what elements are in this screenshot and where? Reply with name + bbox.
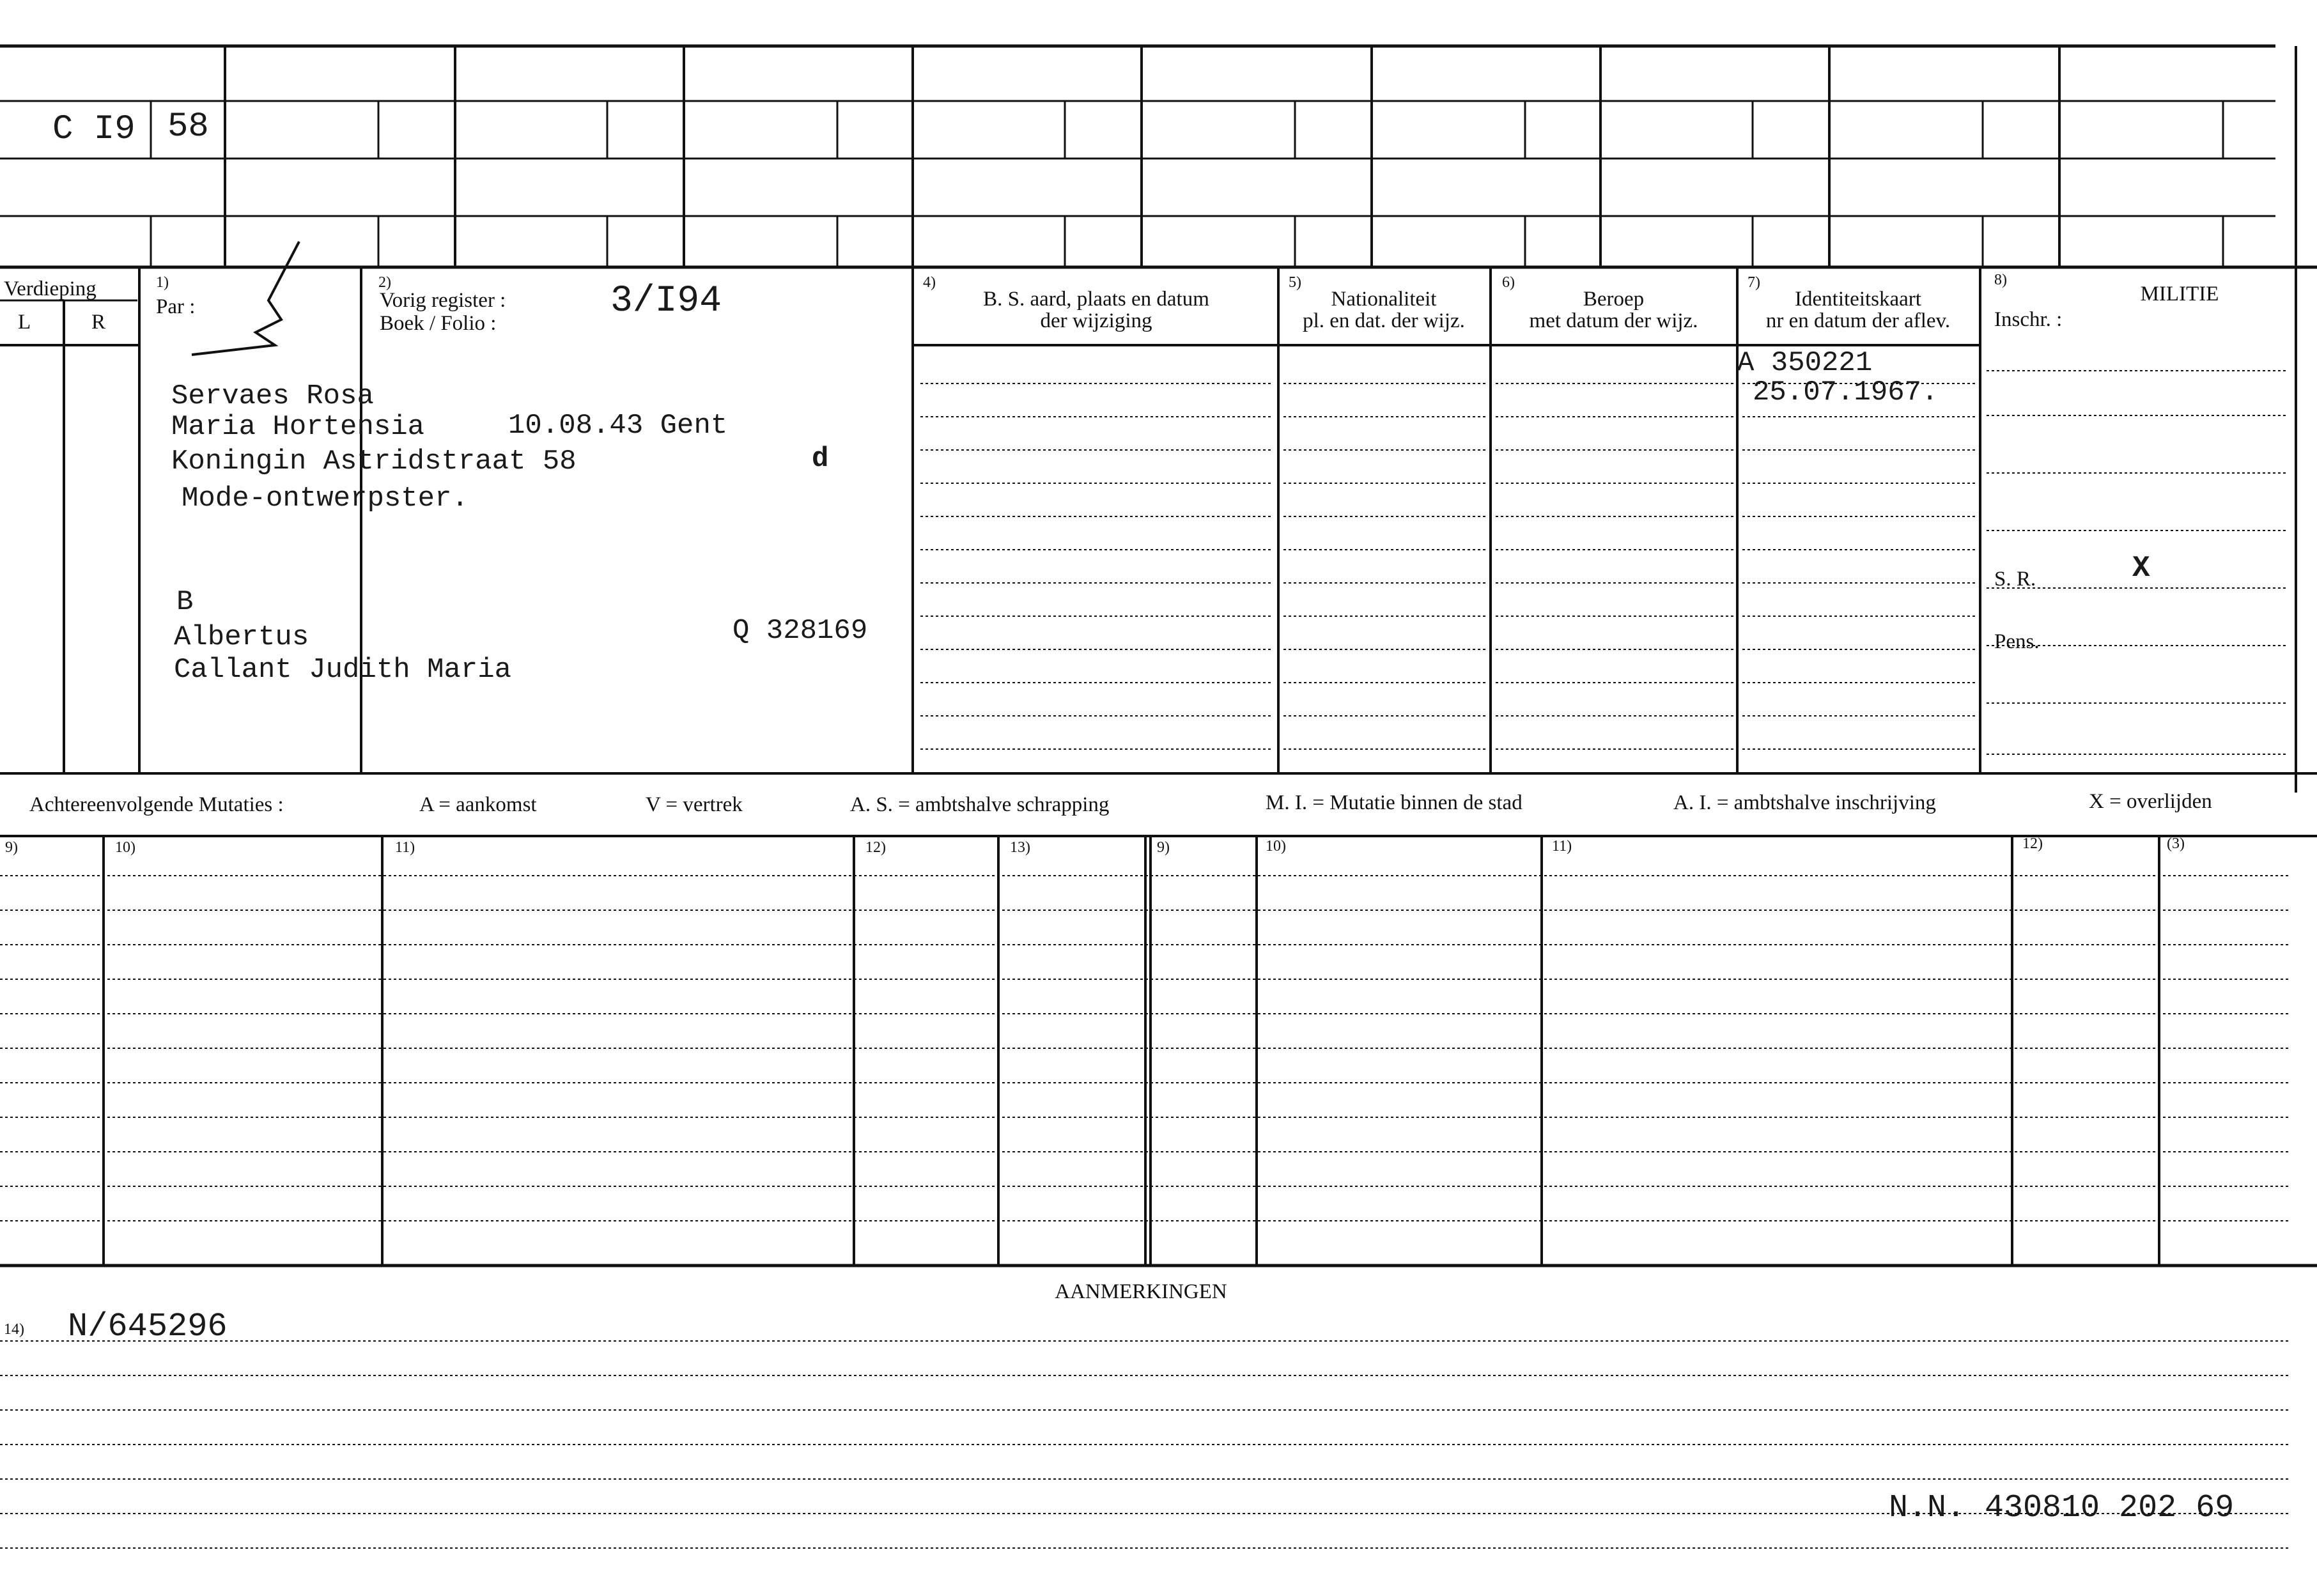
identiteitskaart-label-line2: nr en datum der aflev.: [1765, 309, 1951, 332]
card-code-right: 58: [167, 107, 209, 146]
sr-value: X: [2132, 552, 2150, 585]
card-code-left: C I9: [52, 110, 136, 149]
nationaliteit-label-line1: Nationaliteit: [1331, 288, 1437, 311]
vorig-register-label: Vorig register :: [380, 289, 506, 312]
remarks-value: N/645296: [68, 1308, 228, 1345]
inschrijving-label: Inschr. :: [1994, 308, 2063, 331]
militie-label: MILITIE: [2140, 283, 2219, 306]
mut-col-11: 11): [395, 839, 415, 856]
person-birth: 10.08.43 Gent: [508, 410, 728, 442]
spouse-number: Q 328169: [732, 615, 868, 647]
mutations-title: Achtereenvolgende Mutaties :: [29, 793, 284, 816]
mut-col-13: 13): [1010, 839, 1030, 856]
bs-label-line2: der wijziging: [1040, 309, 1152, 332]
spouse-marker-b: B: [176, 586, 194, 618]
person-address: Koningin Astridstraat 58: [171, 445, 577, 477]
field-number-14: 14): [4, 1321, 24, 1338]
bs-label-line1: B. S. aard, plaats en datum: [983, 288, 1209, 311]
person-marker-d: d: [812, 443, 829, 475]
mut-col-9: 9): [5, 839, 18, 856]
mut-col-13b: (3): [2167, 835, 2185, 852]
mut-col-11b: 11): [1552, 838, 1572, 855]
legend-overlijden: X = overlijden: [2089, 790, 2212, 813]
id-card-number: A 350221: [1737, 347, 1873, 379]
person-name-line1: Servaes Rosa: [171, 380, 374, 412]
verdieping-r-label: R: [91, 311, 106, 334]
pens-label: Pens.: [1994, 630, 2040, 653]
verdieping-l-label: L: [18, 311, 31, 334]
mut-col-12: 12): [865, 839, 886, 856]
field-number-2: 2): [378, 274, 391, 291]
national-number: N.N. 430810 202 69: [1889, 1490, 2235, 1526]
mut-col-10b: 10): [1266, 838, 1286, 855]
par-label: Par :: [156, 295, 196, 318]
nationaliteit-label-line2: pl. en dat. der wijz.: [1303, 309, 1465, 332]
identiteitskaart-label-line1: Identiteitskaart: [1795, 288, 1921, 311]
legend-aankomst: A = aankomst: [419, 793, 537, 816]
field-number-5: 5): [1289, 274, 1301, 291]
field-number-4: 4): [923, 274, 936, 291]
signature-mark: [192, 242, 299, 355]
remarks-title: AANMERKINGEN: [1055, 1280, 1227, 1303]
mut-col-9b: 9): [1157, 839, 1170, 856]
field-number-7: 7): [1747, 274, 1760, 291]
field-number-1: 1): [156, 274, 169, 291]
verdieping-label: Verdieping: [4, 277, 97, 300]
beroep-label-line2: met datum der wijz.: [1529, 309, 1698, 332]
legend-mutatie-binnen-stad: M. I. = Mutatie binnen de stad: [1266, 791, 1523, 814]
person-profession: Mode-ontwerpster.: [182, 483, 469, 515]
mut-col-12b: 12): [2022, 835, 2043, 852]
mut-col-10: 10): [115, 839, 136, 856]
person-name-line2: Maria Hortensia: [171, 411, 425, 443]
field-number-8: 8): [1994, 272, 2007, 288]
spouse-name-line2: Callant Judith Maria: [174, 654, 512, 686]
legend-ambtshalve-inschrijving: A. I. = ambtshalve inschrijving: [1673, 791, 1936, 814]
field-number-6: 6): [1502, 274, 1515, 291]
boek-folio-label: Boek / Folio :: [380, 312, 497, 335]
vorig-register-value: 3/I94: [610, 281, 722, 322]
legend-vertrek: V = vertrek: [646, 793, 743, 816]
beroep-label-line1: Beroep: [1583, 288, 1645, 311]
legend-ambtshalve-schrapping: A. S. = ambtshalve schrapping: [850, 793, 1110, 816]
spouse-first-name: Albertus: [174, 621, 309, 653]
id-card-date: 25.07.1967.: [1753, 376, 1939, 408]
sr-label: S. R.: [1994, 568, 2036, 591]
